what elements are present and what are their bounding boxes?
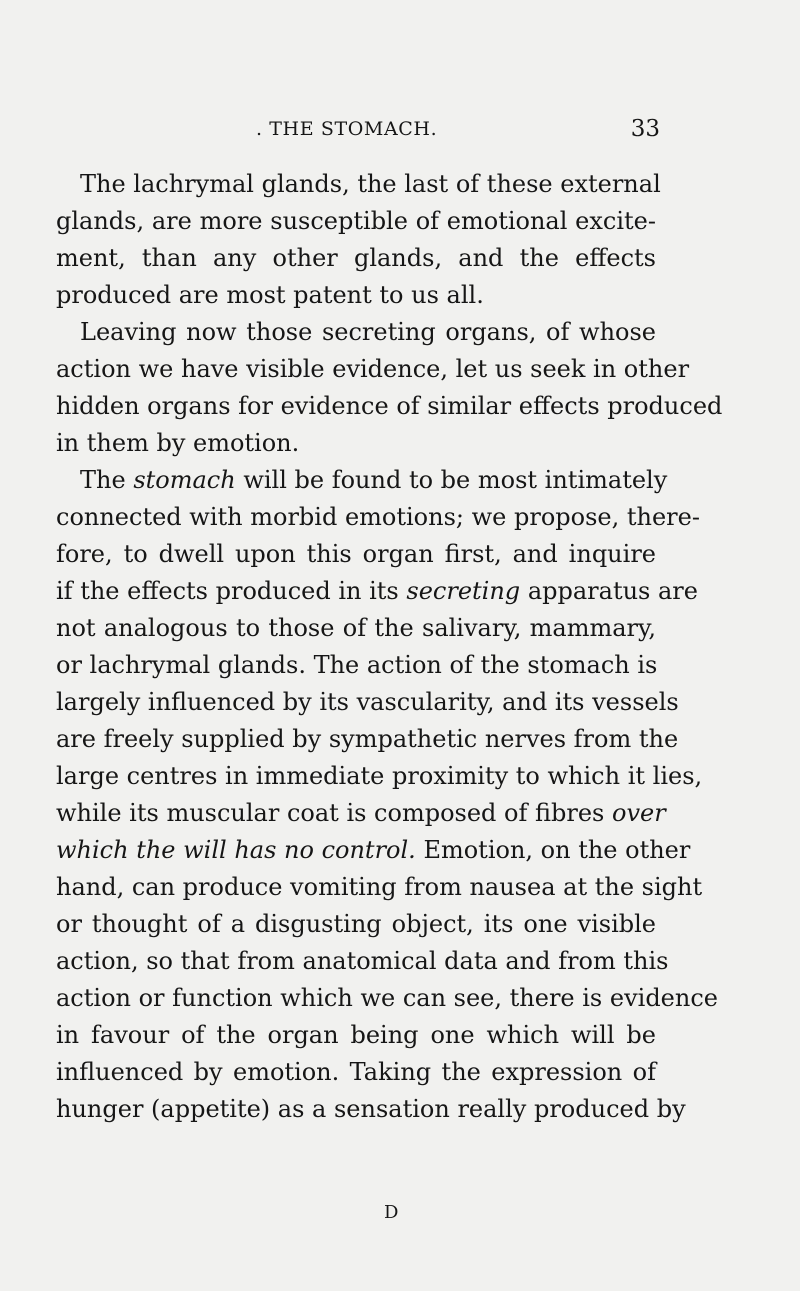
italic-term: secreting xyxy=(406,577,521,605)
text-line: connected with morbid emotions; we propose, there- xyxy=(56,503,700,531)
text-line: if the effects produced in its secreting apparatus are xyxy=(56,577,698,605)
text-line: The lachrymal glands, the last of these external xyxy=(80,170,661,198)
page-number: 33 xyxy=(630,116,660,142)
text-line: glands, are more susceptible of emotional excite- xyxy=(56,207,656,235)
signature-mark: D xyxy=(384,1202,399,1223)
text-line: produced are most patent to us all. xyxy=(56,281,484,309)
text-line: action we have visible evidence, let us seek in other xyxy=(56,355,690,383)
text-line: in favour of the organ being one which will be xyxy=(56,1021,656,1049)
running-head xyxy=(56,116,660,148)
text-line: while its muscular coat is composed of fibres over xyxy=(56,799,666,827)
text-line: action, so that from anatomical data and from this xyxy=(56,947,669,975)
text-line: large centres in immediate proximity to which it lies, xyxy=(56,762,703,790)
running-title: . THE STOMACH. xyxy=(256,118,438,140)
text-line: in them by emotion. xyxy=(56,429,300,457)
text-line: action or function which we can see, there is evidence xyxy=(56,984,718,1012)
text-line: are freely supplied by sympathetic nerves from the xyxy=(56,725,679,753)
text-line: hidden organs for evidence of similar effects produced xyxy=(56,392,723,420)
italic-term: stomach xyxy=(133,466,236,494)
body-text xyxy=(56,166,723,1128)
text-line: not analogous to those of the salivary, mammary, xyxy=(56,614,656,642)
text-line: hand, can produce vomiting from nausea at the sight xyxy=(56,873,703,901)
text-line: The stomach will be found to be most intimately xyxy=(80,466,668,494)
text-line: influenced by emotion. Taking the expression of xyxy=(56,1058,656,1086)
text-line: hunger (appetite) as a sensation really produced by xyxy=(56,1095,686,1123)
italic-term: which the will has no control. xyxy=(56,836,416,864)
text-line: fore, to dwell upon this organ first, and inquire xyxy=(56,540,656,568)
italic-term: over xyxy=(612,799,666,827)
text-line: which the will has no control. Emotion, on the other xyxy=(56,836,691,864)
text-line: Leaving now those secreting organs, of whose xyxy=(80,318,656,346)
text-line: ment, than any other glands, and the effects xyxy=(56,244,656,272)
text-line: largely influenced by its vascularity, and its vessels xyxy=(56,688,679,716)
text-line: or lachrymal glands. The action of the stomach is xyxy=(56,651,658,679)
text-line: or thought of a disgusting object, its one visible xyxy=(56,910,656,938)
